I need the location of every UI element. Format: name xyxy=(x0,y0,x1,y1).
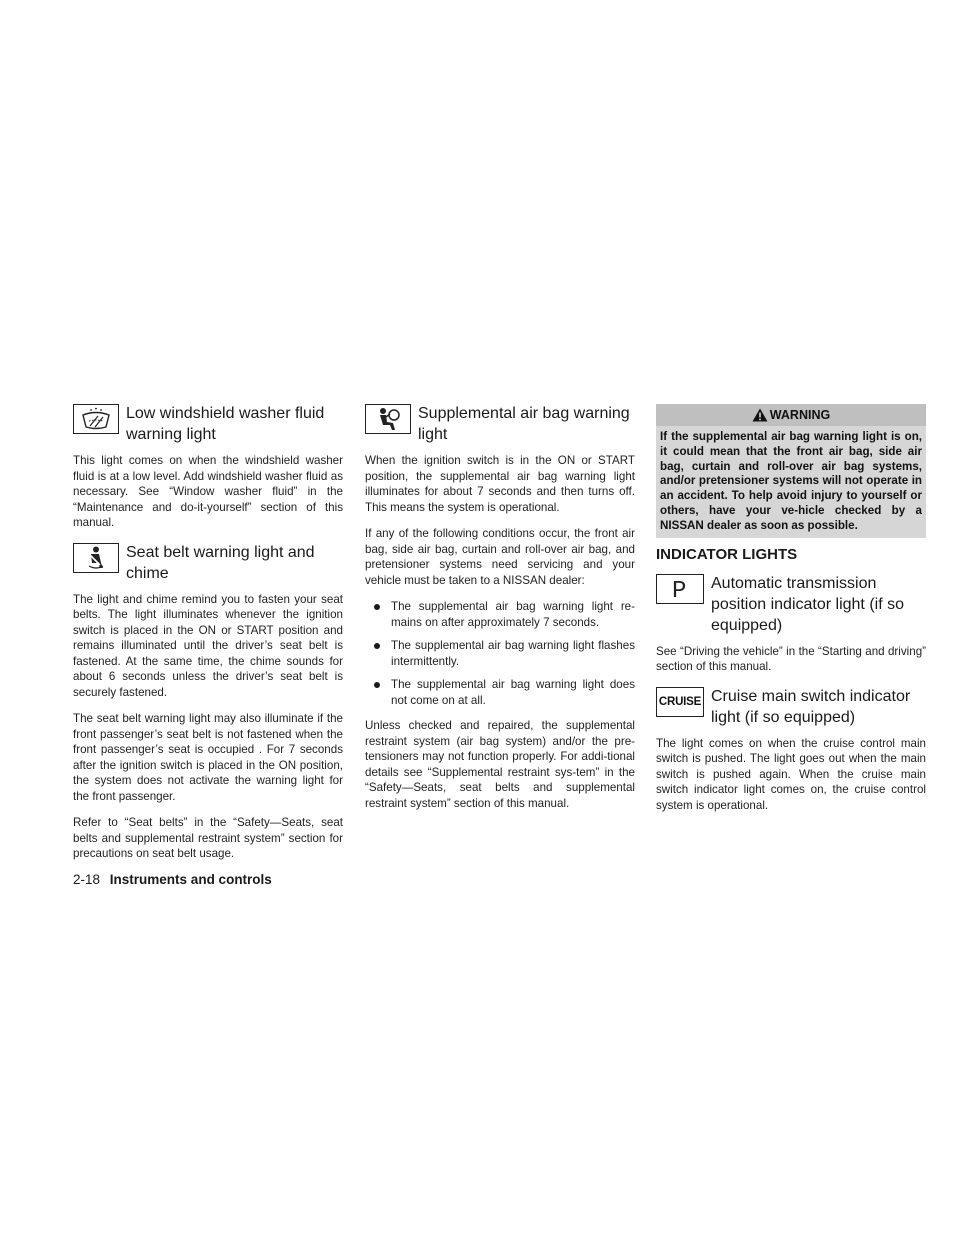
list-item: The supplemental air bag warning light does not come on at all. xyxy=(365,677,635,708)
column-2 xyxy=(365,403,635,822)
warning-triangle-icon xyxy=(752,408,768,422)
air-bag-entry xyxy=(365,403,635,445)
page-footer xyxy=(73,872,272,887)
warning-label: WARNING xyxy=(769,408,831,422)
cruise-indicator-icon: CRUISE xyxy=(656,687,704,717)
air-bag-icon xyxy=(365,404,411,434)
park-indicator-title: Automatic transmission position indicator light (if so equipped) xyxy=(711,574,904,634)
warning-text: If the supplemental air bag warning light is on, it could mean that the front air bag, side air bag, curtain and roll-over air bag systems, and/or pretensioner systems will not operate in an accident. To help avoid injury to yourself or others, have your ve-hicle checked by a NISSAN dealer as soon as possible. xyxy=(660,430,922,532)
seat-belt-paragraph-2: The seat belt warning light may also illuminate if the front passenger’s seat belt is not fastened when the front passenger’s seat is occupied . For 7 seconds after the ignition switch is placed in the ON position, the system does not activate the warning light for the front passenger. xyxy=(73,712,343,803)
air-bag-condition-list xyxy=(365,599,635,708)
cruise-indicator-body: The light comes on when the cruise control main switch is pushed. The light goes out when the main switch is pushed again. When the cruise main switch indicator light comes on, the cruise control system is operational. xyxy=(656,736,926,812)
seat-belt-paragraph-3: Refer to “Seat belts” in the “Safety—Seats, seat belts and supplemental restraint system” section for precautions on seat belt usage. xyxy=(73,816,343,860)
bullet-icon xyxy=(374,604,380,610)
bullet-icon xyxy=(374,643,380,649)
park-indicator-icon xyxy=(656,574,704,604)
washer-fluid-title: Low windshield washer fluid warning light xyxy=(126,405,325,443)
air-bag-title: Supplemental air bag warning light xyxy=(418,405,630,443)
air-bag-closing: Unless checked and repaired, the supplemental restraint system (air bag system) and/or the pre-tensioners may not function properly. For addi-tional details see “Supplemental restraint sys-tem” in the “Safety—Seats, seat belts and supplemental restraint system” section of this manual. xyxy=(365,719,635,810)
seat-belt-entry xyxy=(73,542,343,584)
warning-box xyxy=(656,404,926,538)
seat-belt-paragraph-1: The light and chime remind you to fasten your seat belts. The light illuminates whenever the ignition switch is placed in the ON or START position and remains illuminated until the driver’s seat belt is fastened. At the same time, the chime sounds for about 6 seconds unless the driver’s seat belt is securely fastened. xyxy=(73,592,343,699)
air-bag-paragraph-1: When the ignition switch is in the ON or START position, the supplemental air bag warning light illuminates for about 7 seconds and then turns off. This means the system is operational. xyxy=(365,454,635,514)
column-1 xyxy=(73,403,343,873)
indicator-lights-heading: INDICATOR LIGHTS xyxy=(656,545,798,563)
column-3 xyxy=(656,403,926,824)
page-number: 2-18 xyxy=(73,872,101,887)
list-item: The supplemental air bag warning light flashes intermittently. xyxy=(365,638,635,669)
park-indicator-entry xyxy=(656,573,926,636)
washer-fluid-entry xyxy=(73,403,343,445)
washer-fluid-body: This light comes on when the windshield washer fluid is at a low level. Add windshield washer fluid as necessary. See “Window washer fluid” in the “Maintenance and do-it-yourself” section of this manual. xyxy=(73,454,343,529)
bullet-icon xyxy=(374,682,380,688)
list-item: The supplemental air bag warning light re-mains on after approximately 7 seconds. xyxy=(365,599,635,630)
cruise-indicator-title: Cruise main switch indicator light (if so equipped) xyxy=(711,687,911,726)
seat-belt-icon xyxy=(73,543,119,573)
seat-belt-title: Seat belt warning light and chime xyxy=(126,543,315,582)
air-bag-paragraph-2: If any of the following conditions occur, the front air bag, side air bag, curtain and roll-over air bag, and pretensioner systems need servicing and your vehicle must be taken to a NISSAN dealer: xyxy=(365,527,635,587)
washer-fluid-icon xyxy=(73,404,119,434)
svg-text:P: P xyxy=(672,577,687,602)
park-indicator-body: See “Driving the vehicle” in the “Starting and driving” section of this manual. xyxy=(656,644,926,674)
chapter-title: Instruments and controls xyxy=(109,872,272,887)
cruise-indicator-entry xyxy=(656,686,926,728)
warning-header xyxy=(656,404,926,426)
